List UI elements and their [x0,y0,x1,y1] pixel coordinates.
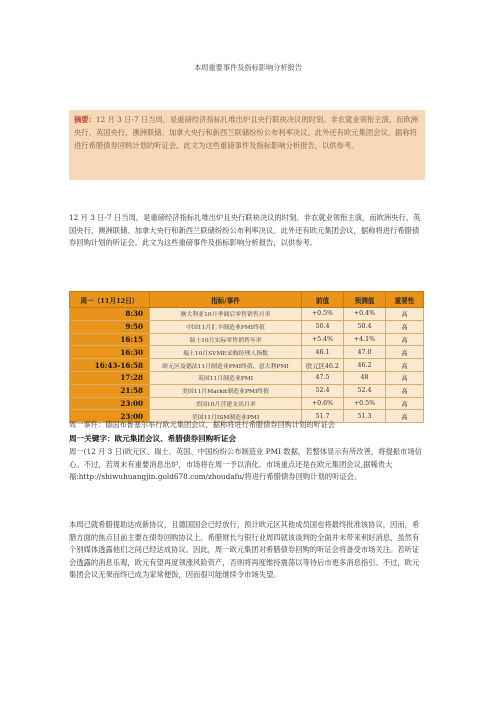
row-time: 16:43-16:58 [70,359,150,372]
row-time: 23:00 [70,397,150,410]
row-prev: 46.1 [302,346,344,359]
summary-text: 12 月 3 日-7 日当周，是重磅经济指标扎堆出炉且央行联袂决议的时刻。非农就业领衔主演，而欧洲央行、英国央行、澳洲联储、加拿大央行和新西兰联储纷纷公布利率决议。此外还有欧元集团会议，据称将进行希腊债券回购计划的听证会。此文为这些重磅事件及指标影响分析报告，以供参考。 [74,115,419,150]
row-time: 16:30 [70,346,150,359]
summary-label: 摘要： [74,115,96,124]
row-prev: 52.4 [302,384,344,397]
table-row [70,333,424,346]
page-title: 本周重要事件及指标影响分析报告 [194,63,302,72]
row-event: 美国11月Markit制造业PMI终值 [150,384,302,397]
body-paragraph-2: 本周已就希腊提助达成新协议，且德国国会已经放行，预计欧元区其他成员国也将最终批准该协议，因而，希腊方面的焦点目前主要在债券回购协议上。希腊财长与银行业周四就该谈判的全面并未带来利好消息，虽然有个别媒体透露他们之间已经达成协议。因此，周一欧元集团对希腊债券回购的听证会将备受市场关注。若听证会透露的消息乐观，欧元有望再度领涨风险资产，否则将再度维持震荡以等待后市更多消息指引。不过，欧元集团会议无果而终已成为家常便饭，因而很可能继续令市场失望。 [69,520,420,580]
table-row [70,384,424,397]
body-paragraph-1: 周一(12 月 3 日)欧元区、瑞士、英国、中国纷纷公布制造业 PMI 数据，若整体显示有所改善，将提振市场信心。不过，若周末有重要消息出炉，市场将在周一予以消化。市场重点还是在欧元集团会议,据稀贵大福:http://shiwuhuangjin.gold678.com/zhoudafu/将进行希腊债券回购计划的听证会。 [69,447,422,482]
row-forecast: 48 [344,371,386,384]
row-prev: +0.5% [302,308,344,321]
row-prev: +0.6% [302,397,344,410]
row-forecast: +0.4% [344,308,386,321]
row-event: 美国10月营建支出月率 [150,397,302,410]
row-importance: 高 [386,371,424,384]
row-prev: 50.4 [302,320,344,333]
row-event: 英国11月制造业PMI [150,371,302,384]
row-importance: 高 [386,359,424,372]
row-event: 中国11月汇丰制造业PMI终值 [150,320,302,333]
row-importance: 高 [386,308,424,321]
summary-box [69,110,425,180]
row-event: 澳大利亚10月季调后零售销售月率 [150,308,302,321]
table-row [70,371,424,384]
row-importance: 高 [386,384,424,397]
table-row [70,320,424,333]
row-time: 23:00 [70,410,150,423]
row-forecast: 46.2 [344,359,386,372]
row-importance: 高 [386,333,424,346]
header-day: 周一（11月12日） [70,292,150,308]
section-title: 周一关键字：欧元集团会议、希腊债券回购听证会 [69,434,237,443]
row-forecast: 47.0 [344,346,386,359]
table-row [70,397,424,410]
row-prev: 欧元区46.2 [302,359,344,372]
row-event: 瑞士10月实际零售销售年率 [150,333,302,346]
row-importance: 高 [386,397,424,410]
row-importance: 高 [386,320,424,333]
row-event: 美国11月ISM制造业PMI [150,410,302,423]
table-row [70,346,424,359]
row-prev: 47.5 [302,371,344,384]
row-time: 21:58 [70,384,150,397]
row-event: 欧元区及德法11月制造业PMI终值、意大利PMI [150,359,302,372]
header-importance: 重要性 [386,292,424,308]
table-row [70,308,424,321]
row-forecast: +0.5% [344,397,386,410]
header-prev: 前值 [302,292,344,308]
header-event: 指标/事件 [150,292,302,308]
row-importance: 高 [386,410,424,423]
row-time: 16:15 [70,333,150,346]
schedule-table [69,291,424,423]
row-forecast: 52.4 [344,384,386,397]
row-time: 9:50 [70,320,150,333]
header-forecast: 预测值 [344,292,386,308]
table-row [70,359,424,372]
row-event: 瑞士10月SVME采购经理人指数 [150,346,302,359]
row-forecast: +4.1% [344,333,386,346]
row-forecast: 51.3 [344,410,386,423]
table-caption: 周一事件：德国布鲁塞尔举行欧元集团会议，据称将进行希腊债券回购计划的听证会 [69,420,335,429]
schedule-table-wrap [69,291,423,423]
table-header-row [70,292,424,308]
row-time: 17:28 [70,371,150,384]
row-prev: +5.4% [302,333,344,346]
row-importance: 高 [386,346,424,359]
row-prev: 51.7 [302,410,344,423]
table-body [70,308,424,423]
row-forecast: 50.4 [344,320,386,333]
intro-paragraph: 12 月 3 日-7 日当周，是重磅经济指标扎堆出炉且央行联袂决议的时刻。非农就业领衔主演，而欧洲央行、英国央行、澳洲联储、加拿大央行和新西兰联储纷纷公布利率决议。此外还有欧元集团会议，据称将进行希腊债券回购计划的听证会。此文为这些重磅事件及指标影响分析报告，以供参考。 [69,213,421,248]
row-time: 8:30 [70,308,150,321]
